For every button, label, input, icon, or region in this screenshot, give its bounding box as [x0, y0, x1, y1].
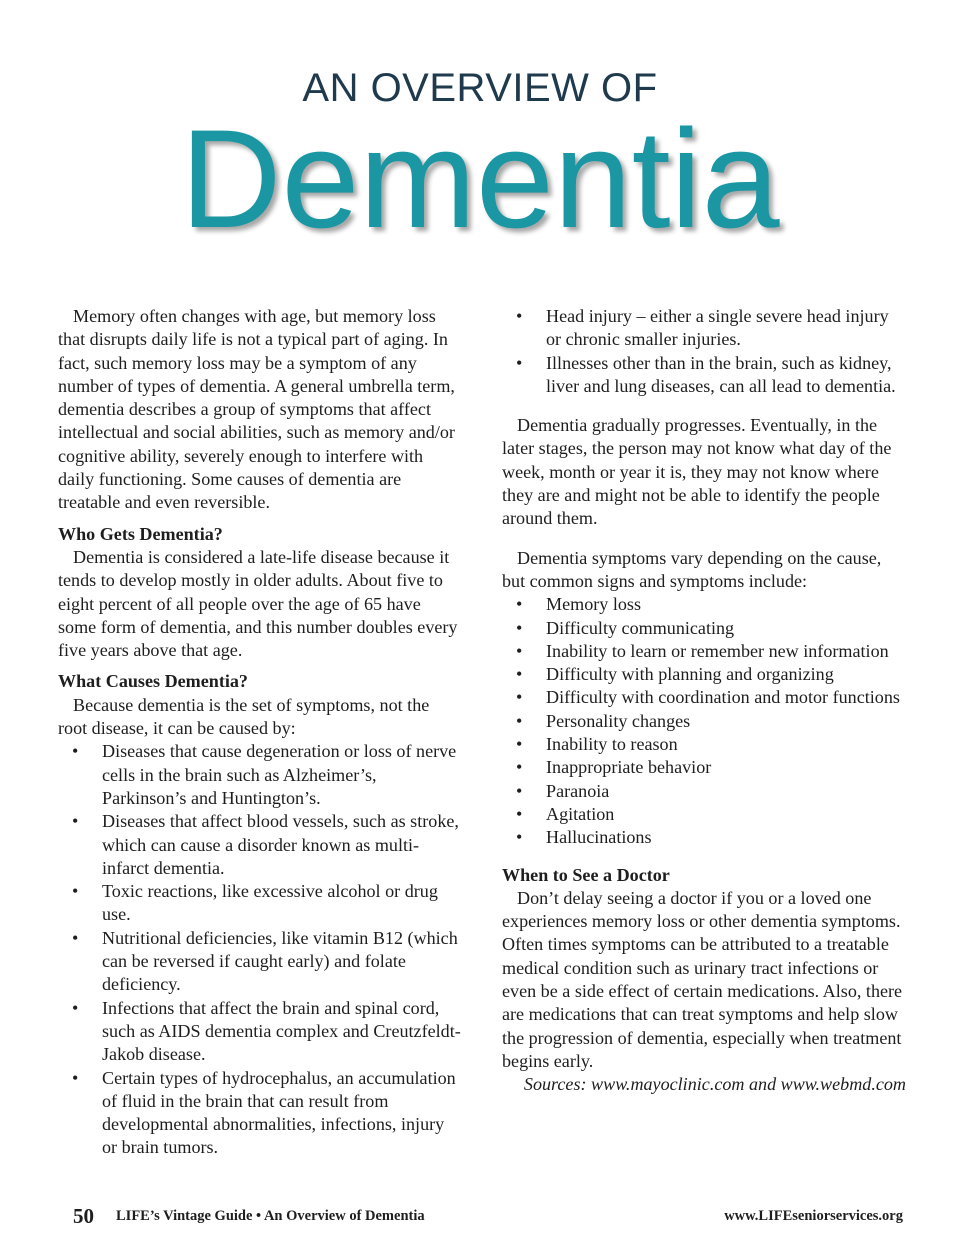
who-gets-dementia-heading: Who Gets Dementia?	[58, 523, 223, 544]
symptom-text: Difficulty with coordination and motor functions	[546, 687, 900, 708]
intro-paragraph: Memory often changes with age, but memory loss that disrupts daily life is not a typical part of aging. In fact, such memory loss may be a symptom of any number of types of dementia. A general umbrella term, dementia describes a group of symptoms that affect intellectual and social abilities, such as memory and/or cognitive ability, severely enough to interfere with daily functioning. Some causes of dementia are treatable and even reversible.	[58, 306, 455, 513]
causes-continued-list	[502, 305, 906, 398]
bullet-icon: •	[72, 741, 79, 762]
spacer	[502, 531, 906, 547]
bullet-icon: •	[72, 927, 79, 948]
list-item	[502, 803, 906, 826]
list-item	[502, 756, 906, 779]
symptom-text: Difficulty communicating	[546, 617, 735, 638]
symptoms-intro-paragraph: Dementia symptoms vary depending on the cause, but common signs and symptoms include:	[502, 547, 882, 591]
bullet-icon: •	[516, 734, 523, 755]
list-item	[502, 686, 906, 709]
bullet-icon: •	[516, 780, 523, 801]
bullet-icon: •	[516, 617, 523, 638]
list-item	[58, 740, 462, 810]
list-item	[58, 880, 462, 927]
list-item	[502, 305, 906, 352]
right-column	[502, 305, 906, 1097]
bullet-icon: •	[72, 881, 79, 902]
symptom-text: Inability to learn or remember new information	[546, 640, 889, 661]
cause-text: Head injury – either a single severe head injury or chronic smaller injuries.	[546, 306, 889, 350]
causes-list	[58, 740, 462, 1159]
when-to-see-doctor-heading: When to See a Doctor	[502, 864, 670, 885]
list-item	[502, 710, 906, 733]
cause-text: Infections that affect the brain and spinal cord, such as AIDS dementia complex and Creutzfeldt-Jakob disease.	[102, 997, 461, 1065]
spacer	[502, 398, 906, 414]
list-item	[58, 810, 462, 880]
bullet-icon: •	[516, 687, 523, 708]
symptom-text: Agitation	[546, 803, 615, 824]
cause-text: Certain types of hydrocephalus, an accumulation of fluid in the brain that can result from developmental abnormalities, infections, injury or brain tumors.	[102, 1067, 456, 1158]
bullet-icon: •	[516, 640, 523, 661]
bullet-icon: •	[516, 352, 523, 373]
symptom-text: Difficulty with planning and organizing	[546, 664, 834, 685]
list-item	[58, 1067, 462, 1160]
left-column	[58, 305, 462, 1160]
symptoms-list	[502, 593, 906, 849]
bullet-icon: •	[72, 1067, 79, 1088]
list-item	[502, 352, 906, 399]
bullet-icon: •	[516, 827, 523, 848]
list-item	[502, 617, 906, 640]
footer-website: www.LIFEseniorservices.org	[724, 1208, 903, 1224]
bullet-icon: •	[516, 664, 523, 685]
page-footer	[0, 1204, 960, 1230]
bullet-icon: •	[72, 811, 79, 832]
cause-text: Nutritional deficiencies, like vitamin B12 (which can be reversed if caught early) and folate deficiency.	[102, 927, 458, 995]
symptom-text: Memory loss	[546, 594, 641, 615]
list-item	[502, 640, 906, 663]
article-supertitle: AN OVERVIEW OF	[302, 66, 658, 110]
list-item	[58, 927, 462, 997]
list-item	[502, 663, 906, 686]
list-item	[502, 826, 906, 849]
sources-line: Sources: www.mayoclinic.com and www.webmd.com	[523, 1074, 906, 1095]
bullet-icon: •	[72, 997, 79, 1018]
who-gets-dementia-paragraph: Dementia is considered a late-life disease because it tends to develop mostly in older adults. About five to eight percent of all people over the age of 65 have some form of dementia, and this number doubles every five years above that age.	[58, 546, 458, 661]
list-item	[502, 733, 906, 756]
cause-text: Toxic reactions, like excessive alcohol or drug use.	[102, 881, 438, 925]
progression-paragraph: Dementia gradually progresses. Eventually, in the later stages, the person may not know what day of the week, month or year it is, they may not know where they are and might not be able to identify the people around them.	[502, 415, 892, 529]
symptom-text: Inability to reason	[546, 734, 678, 755]
symptom-text: Inappropriate behavior	[546, 757, 712, 778]
article-title: Dementia	[180, 100, 780, 257]
bullet-icon: •	[516, 710, 523, 731]
causes-intro-paragraph: Because dementia is the set of symptoms, not the root disease, it can be caused by:	[58, 694, 430, 739]
what-causes-dementia-heading: What Causes Dementia?	[58, 671, 248, 692]
page-number: 50	[73, 1204, 94, 1228]
doctor-paragraph: Don’t delay seeing a doctor if you or a loved one experiences memory loss or other dementia symptoms. Often times symptoms can be attributed to a treatable medical condition such as urinary tract infections or even be a side effect of certain medications. Also, there are medications that can treat symptoms and help slow the progression of dementia, especially when treatment begins early.	[502, 887, 903, 1071]
cause-text: Diseases that cause degeneration or loss of nerve cells in the brain such as Alzheimer’s, Parkinson’s and Huntington’s.	[102, 741, 457, 808]
cause-text: Illnesses other than in the brain, such as kidney, liver and lung diseases, can all lead to dementia.	[546, 352, 896, 396]
bullet-icon: •	[516, 306, 523, 326]
bullet-icon: •	[516, 594, 523, 615]
symptom-text: Personality changes	[546, 710, 691, 731]
list-item	[502, 593, 906, 616]
cause-text: Diseases that affect blood vessels, such as stroke, which can cause a disorder known as multi-infarct dementia.	[102, 811, 459, 878]
symptom-text: Hallucinations	[546, 827, 652, 848]
bullet-icon: •	[516, 757, 523, 778]
list-item	[502, 780, 906, 803]
footer-guide-title: LIFE’s Vintage Guide • An Overview of Dementia	[116, 1208, 425, 1224]
bullet-icon: •	[516, 803, 523, 824]
list-item	[58, 997, 462, 1067]
symptom-text: Paranoia	[546, 780, 610, 801]
